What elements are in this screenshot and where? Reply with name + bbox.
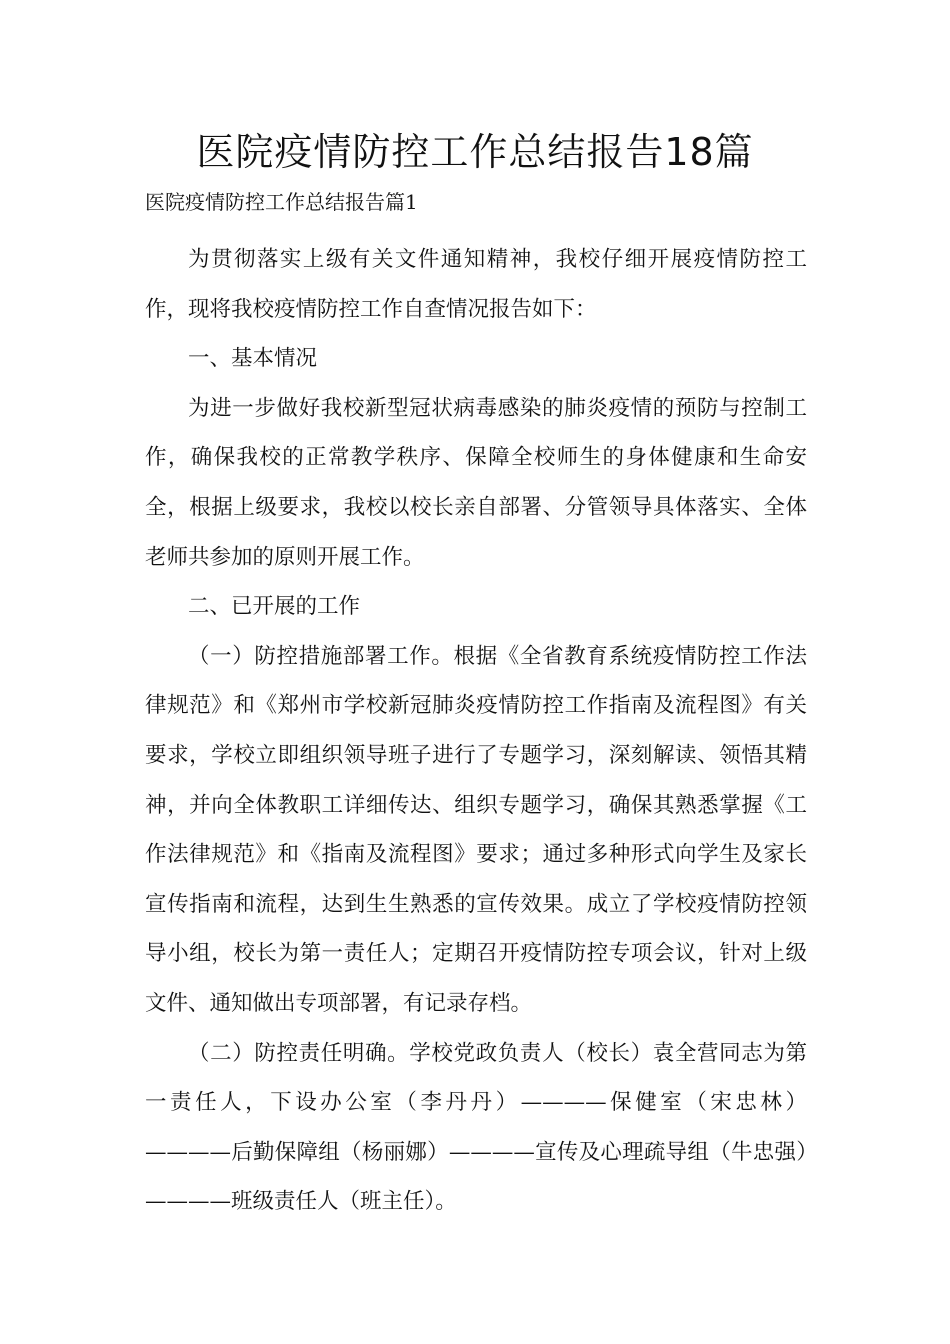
paragraph-intro: 为贯彻落实上级有关文件通知精神，我校仔细开展疫情防控工作，现将我校疫情防控工作自查情况报告如下： (145, 247, 807, 322)
paragraph-measures: （一）防控措施部署工作。根据《全省教育系统疫情防控工作法律规范》和《郑州市学校新冠肺炎疫情防控工作指南及流程图》有关要求，学校立即组织领导班子进行了专题学习，深刻解读、领悟其精神，并向全体教职工详细传达、组织专题学习，确保其熟悉掌握《工作法律规范》和《指南及流程图》要求；通过多种形式向学生及家长宣传指南和流程，达到生生熟悉的宣传效果。成立了学校疫情防控领导小组，校长为第一责任人；定期召开疫情防控专项会议，针对上级文件、通知做出专项部署，有记录存档。 (145, 643, 807, 1016)
paragraph-responsibility: （二）防控责任明确。学校党政负责人（校长）袁全营同志为第一责任人，下设办公室（李丹丹）————保健室（宋忠林）————后勤保障组（杨丽娜）————宣传及心理疏导组（牛忠强）————班级责任人（班主任）。 (145, 1040, 807, 1215)
section-heading: 医院疫情防控工作总结报告篇1 (145, 190, 418, 214)
paragraph-basic-situation: 为进一步做好我校新型冠状病毒感染的肺炎疫情的预防与控制工作，确保我校的正常教学秩序、保障全校师生的身体健康和生命安全，根据上级要求，我校以校长亲自部署、分管领导具体落实、全体老师共参加的原则开展工作。 (145, 395, 807, 570)
document-body (145, 235, 807, 1227)
document-title: 医院疫情防控工作总结报告18篇 (196, 130, 754, 174)
heading-work-done: 二、已开展的工作 (188, 594, 361, 620)
heading-basic-situation: 一、基本情况 (188, 346, 318, 372)
